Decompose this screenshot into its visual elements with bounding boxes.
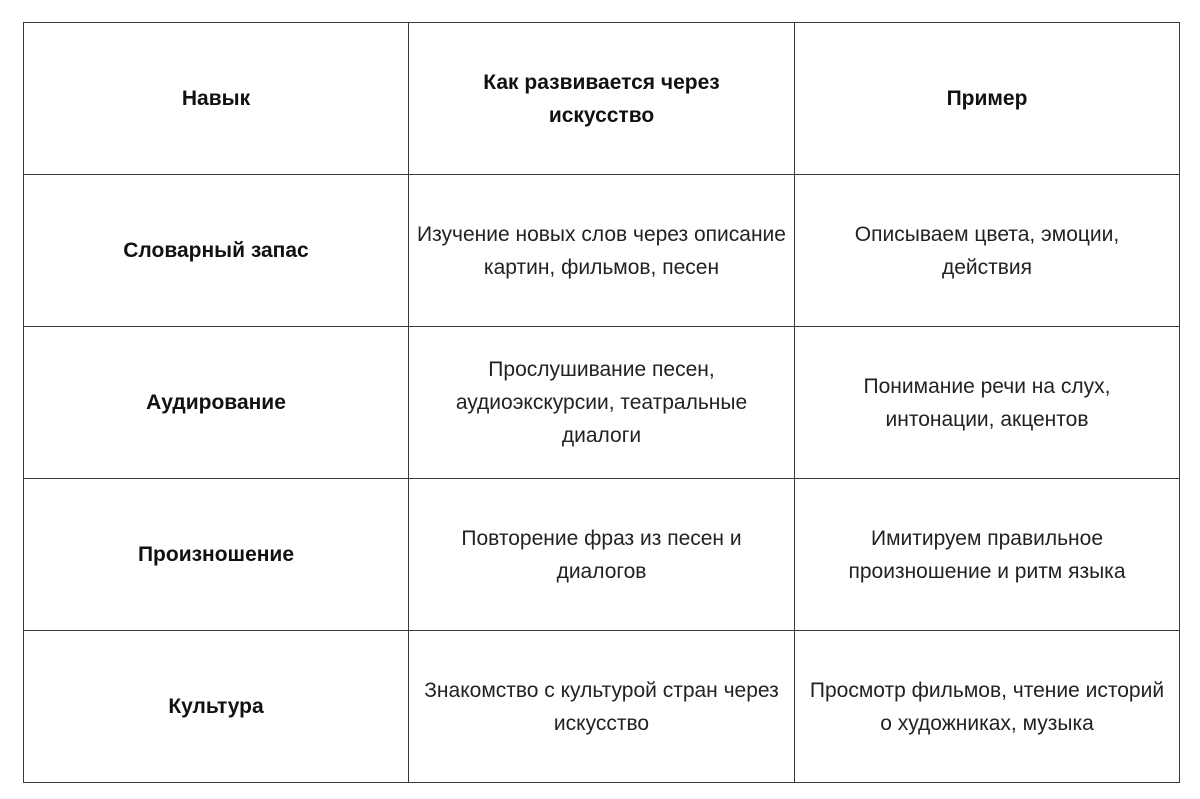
header-skill: Навык xyxy=(24,23,409,175)
skill-cell: Произношение xyxy=(24,479,409,631)
table-row xyxy=(24,175,1180,327)
skills-table xyxy=(23,22,1180,783)
table-row xyxy=(24,479,1180,631)
how-cell: Изучение новых слов через описание картин, фильмов, песен xyxy=(409,175,795,327)
example-cell: Описываем цвета, эмоции, действия xyxy=(795,175,1180,327)
skill-cell: Культура xyxy=(24,631,409,783)
table-row xyxy=(24,327,1180,479)
header-example: Пример xyxy=(795,23,1180,175)
how-cell: Повторение фраз из песен и диалогов xyxy=(409,479,795,631)
example-cell: Имитируем правильное произношение и ритм языка xyxy=(795,479,1180,631)
skill-cell: Словарный запас xyxy=(24,175,409,327)
table-header-row xyxy=(24,23,1180,175)
example-cell: Просмотр фильмов, чтение историй о художниках, музыка xyxy=(795,631,1180,783)
how-cell: Прослушивание песен, аудиоэкскурсии, театральные диалоги xyxy=(409,327,795,479)
skill-cell: Аудирование xyxy=(24,327,409,479)
skills-table-container xyxy=(23,22,1179,782)
table-row xyxy=(24,631,1180,783)
header-how: Как развивается через искусство xyxy=(409,23,795,175)
example-cell: Понимание речи на слух, интонации, акцентов xyxy=(795,327,1180,479)
how-cell: Знакомство с культурой стран через искусство xyxy=(409,631,795,783)
